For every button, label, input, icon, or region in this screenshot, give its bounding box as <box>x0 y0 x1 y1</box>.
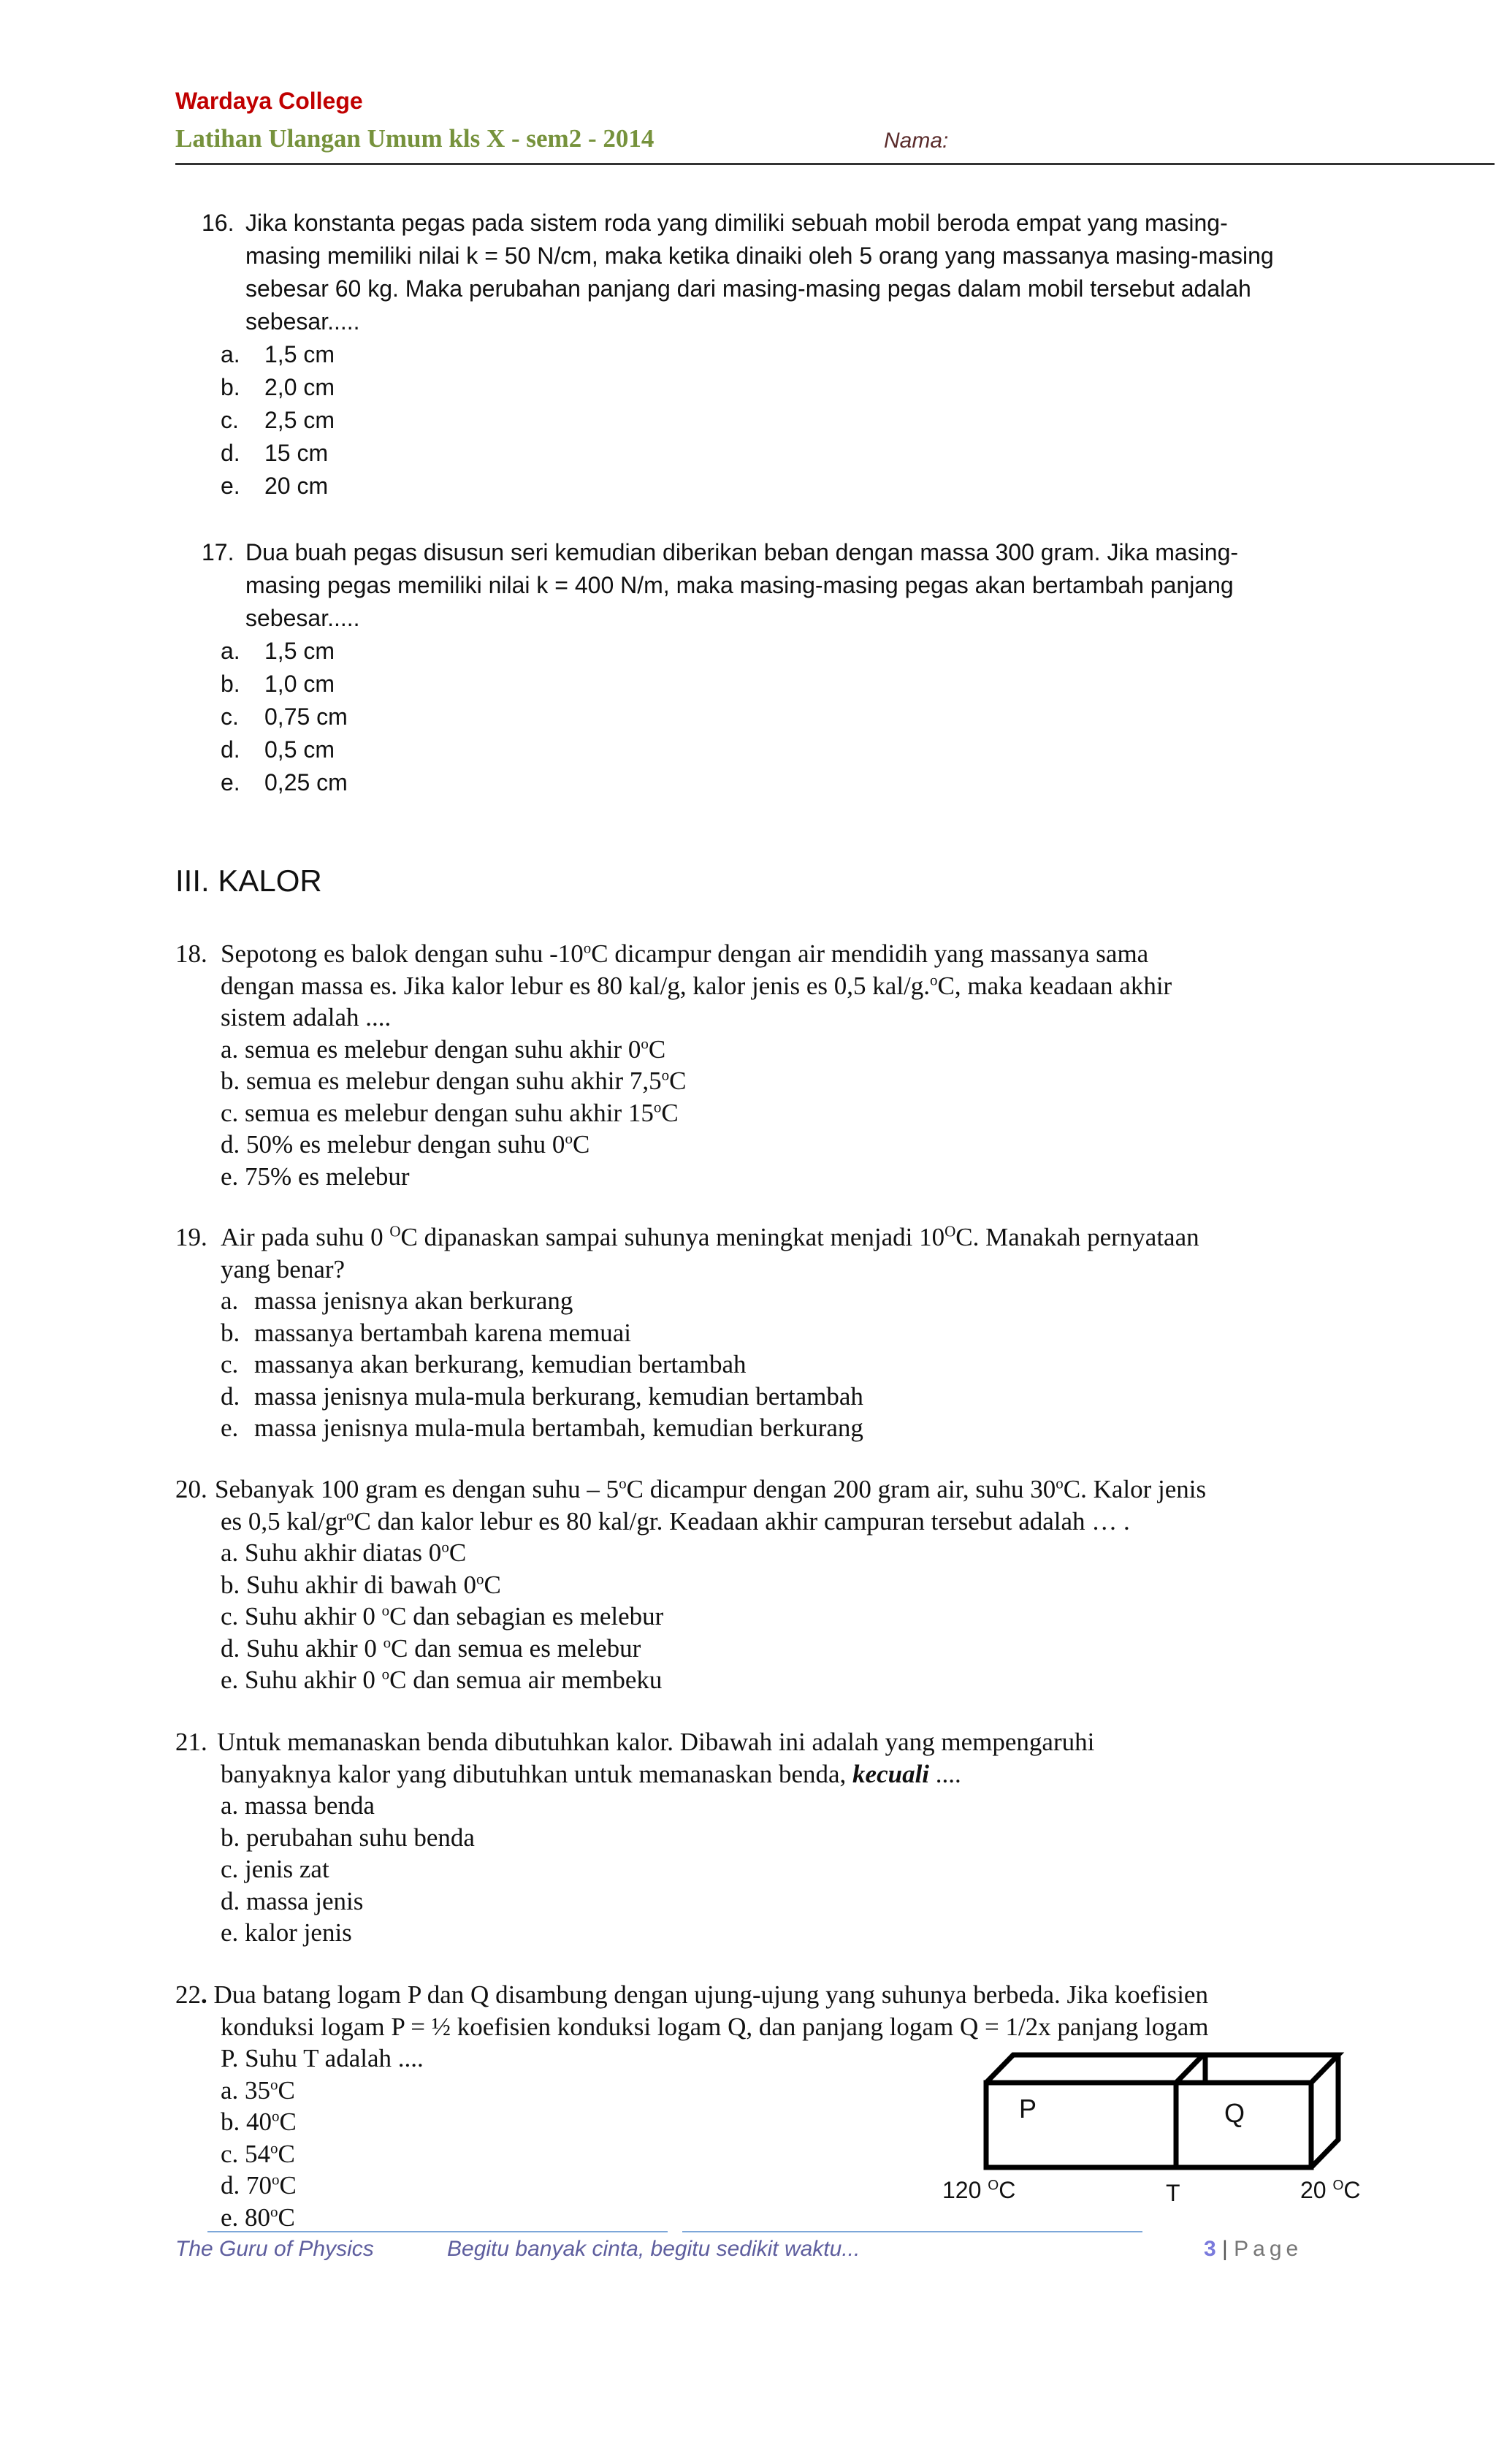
answer-option: c. Suhu akhir 0 $^o$C dan sebagian es melebur <box>221 1601 664 1630</box>
question-text-line: masing memiliki nilai k = 50 N/cm, maka ketika dinaiki oleh 5 orang yang massanya masing-masing <box>245 243 1274 269</box>
temp-junction-label: T <box>1166 2180 1180 2206</box>
question-text-line: Sebanyak 100 gram es dengan suhu – 5$^o$C dicampur dengan 200 gram air, suhu 30$^o$C. Kalor jenis <box>215 1474 1207 1503</box>
answer-option: c. jenis zat <box>221 1855 329 1883</box>
exam-page: Wardaya College Latihan Ulangan Umum kls X - sem2 - 2014 Nama: 16. Jika konstanta pegas pada sistem roda yang dimiliki sebuah mobil beroda empat yang masing- masing memiliki nilai k = 50 N/cm, maka ketika dinaiki oleh 5 orang yang massanya masing-masing sebesar 60 kg. Maka perubahan panjang dari masing-masing pegas dalam mobil tersebut adalah sebesar..... a. 1,5 cm b. 2,0 cm c. 2,5 cm d. 15 cm e. 20 cm 17. Dua buah pegas disusun seri kemudian diberikan beban dengan massa 300 gram. Jika masing- masing pegas memiliki nilai k = 400 N/m, maka masing-masing pegas akan bertambah panjang sebesar..... a. 1,5 cm b. 1,0 cm c. 0,75 cm d. 0,5 cm e. 0,25 cm III. KALOR 18. Sepotong es balok dengan suhu -10$^o$C dicampur dengan air mendidih yang massanya sama dengan massa es. Jika kalor lebur es 80 kal/g, kalor jenis es 0,5 kal/g.$^o$C, maka keadaan akhir sistem adalah .... a. semua es melebur dengan suhu akhir 0$^o$C b. semua es melebur dengan suhu akhir 7,5$^o$C c. semua es melebur dengan suhu akhir 15$^o$C d. 50% es melebur dengan suhu 0$^o$C e. 75% es melebur 19. Air pada suhu 0 $^O$C dipanaskan sampai suhunya meningkat menjadi $10^OC$. Manakah pernyataan yang benar? a. massa jenisnya akan berkurang b. massanya bertambah karena memuai c. massanya akan berkurang, kemudian bertambah d. massa jenisnya mula-mula berkurang, kemudian bertambah e. massa jenisnya mula-mula bertambah, kemudian berkurang 20. Sebanyak 100 gram es dengan suhu – 5$^o$C dicampur dengan 200 gram air, suhu 30$^o$C. Kalor jenis es 0,5 kal/$gr^oC$ dan kalor lebur es 80 kal/gr. Keadaan akhir campuran tersebut adalah … . a. Suhu akhir diatas 0$^o$C b. Suhu akhir di bawah 0$^o$C c. Suhu akhir 0 $^o$C dan sebagian es melebur d. Suhu akhir 0 $^o$C dan semua es melebur e. Suhu akhir 0 $^o$C dan semua air membeku 21. Untuk memanaskan benda dibutuhkan kalor. Dibawah ini adalah yang mempengaruhi banyaknya kalor yang dibutuhkan untuk memanaskan benda, kecuali .... a. massa benda b. perubahan suhu benda c. jenis zat d. massa jenis e. kalor jenis 22. Dua batang logam P dan Q disambung dengan ujung-ujung yang suhunya berbeda. Jika koefisien konduksi logam P = ½ koefisien konduksi logam Q, dan panjang logam Q = 1/2x panjang logam P. Suhu T adalah .... a. 35$^o$C b. 40$^o$C c. 54$^o$C d. 70$^o$C e. 80$^o$C P Q 120 $^O$C T 20 $^O$C The Guru of Physics Begitu banyak cinta, begitu sedikit waktu... 3 | Page <box>0 0 1496 2464</box>
rod-q-label: Q <box>1224 2098 1245 2128</box>
question-text-line: dengan massa es. Jika kalor lebur es 80 kal/g, kalor jenis es 0,5 kal/g.$^o$C, maka keadaan akhir <box>221 970 1172 1000</box>
question-number: 21. <box>175 1728 207 1756</box>
name-field-label: Nama: <box>884 129 949 153</box>
question-text-line: es 0,5 kal/$gr^oC$ dan kalor lebur es 80 kal/gr. Keadaan akhir campuran tersebut adalah … . <box>221 1506 1130 1536</box>
temp-right-label: 20 $^O$C <box>1300 2177 1361 2203</box>
answer-option: b. perubahan suhu benda <box>221 1823 475 1852</box>
answer-option: e. 80$^o$C <box>221 2202 295 2232</box>
answer-option: b. 40$^o$C <box>221 2107 297 2136</box>
question-text-line: Air pada suhu 0 $^O$C dipanaskan sampai suhunya meningkat menjadi $10^OC$. Manakah pernyataan <box>221 1222 1199 1251</box>
header-divider <box>175 163 1495 165</box>
answer-option: a. massa benda <box>221 1791 375 1820</box>
answer-option: a. massa jenisnya akan berkurang <box>221 1286 573 1315</box>
answer-option: e. 75% es melebur <box>221 1162 410 1191</box>
question-number: 22 <box>175 1980 201 2009</box>
answer-option: c. semua es melebur dengan suhu akhir 15$^o$C <box>221 1097 679 1127</box>
question-text-line: 22. Dua batang logam P dan Q disambung dengan ujung-ujung yang suhunya berbeda. Jika koefisien <box>175 1980 1208 2009</box>
rod-p-top <box>986 2055 1205 2083</box>
footer-divider <box>207 2231 668 2232</box>
document-title: Latihan Ulangan Umum kls X - sem2 - 2014 <box>175 124 654 153</box>
rod-q-top <box>1176 2055 1338 2083</box>
page-number: 3 | Page <box>1204 2237 1303 2261</box>
answer-option: d. massa jenisnya mula-mula berkurang, kemudian bertambah <box>221 1381 863 1411</box>
question-number: 17. <box>202 539 234 565</box>
question-text-line: konduksi logam P = ½ koefisien konduksi logam Q, dan panjang logam Q = 1/2x panjang logam <box>221 2012 1209 2041</box>
answer-option: e. Suhu akhir 0 $^o$C dan semua air membeku <box>221 1665 663 1694</box>
temp-left-label: 120 $^O$C <box>942 2177 1016 2203</box>
question-text-line: sistem adalah .... <box>221 1003 392 1031</box>
footer-tagline: Begitu banyak cinta, begitu sedikit waktu... <box>447 2237 860 2261</box>
answer-option: e. massa jenisnya mula-mula bertambah, kemudian berkurang <box>221 1414 863 1442</box>
question-text-line: Sepotong es balok dengan suhu -10$^o$C dicampur dengan air mendidih yang massanya sama <box>221 939 1149 968</box>
question-text-line: sebesar 60 kg. Maka perubahan panjang dari masing-masing pegas dalam mobil tersebut adalah <box>245 275 1251 302</box>
footer-divider <box>682 2231 1142 2232</box>
answer-option: d. 50% es melebur dengan suhu 0$^o$C <box>221 1129 590 1159</box>
question-number: 18. <box>175 939 207 968</box>
question-text-line: Dua buah pegas disusun seri kemudian diberikan beban dengan massa 300 gram. Jika masing- <box>245 539 1239 565</box>
answer-option: c. massanya akan berkurang, kemudian bertambah <box>221 1350 747 1378</box>
question-text-line: Untuk memanaskan benda dibutuhkan kalor. Dibawah ini adalah yang mempengaruhi <box>217 1728 1095 1756</box>
question-number: 20. <box>175 1475 207 1503</box>
section-heading: III. KALOR <box>175 863 322 898</box>
answer-option: c. 54$^o$C <box>221 2138 295 2168</box>
answer-option: a. 35$^o$C <box>221 2075 295 2105</box>
answer-option: e. kalor jenis <box>221 1918 352 1947</box>
answer-option: a. Suhu akhir diatas 0$^o$C <box>221 1538 467 1567</box>
answer-option: d. massa jenis <box>221 1886 364 1915</box>
answer-option: b. Suhu akhir di bawah 0$^o$C <box>221 1569 501 1599</box>
question-text-line: banyaknya kalor yang dibutuhkan untuk memanaskan benda, kecuali .... <box>221 1759 961 1788</box>
answer-option: d. Suhu akhir 0 $^o$C dan semua es melebur <box>221 1633 641 1663</box>
question-text-line: sebesar..... <box>245 605 360 631</box>
question-text-line: masing pegas memiliki nilai k = 400 N/m, maka masing-masing pegas akan bertambah panjang <box>245 572 1234 598</box>
answer-option: b. semua es melebur dengan suhu akhir 7,5$^o$C <box>221 1066 687 1095</box>
answer-option: d. 70$^o$C <box>221 2170 297 2200</box>
conduction-rods-figure <box>935 2045 1388 2228</box>
school-name: Wardaya College <box>175 88 363 114</box>
answer-option: a. semua es melebur dengan suhu akhir 0$^o$C <box>221 1034 666 1064</box>
answer-option: b. massanya bertambah karena memuai <box>221 1318 632 1347</box>
question-text-line: Jika konstanta pegas pada sistem roda yang dimiliki sebuah mobil beroda empat yang masing- <box>245 210 1228 236</box>
question-text-line: yang benar? <box>221 1254 346 1284</box>
emphasis-kecuali: kecuali <box>852 1759 930 1788</box>
rod-p-label: P <box>1019 2094 1037 2124</box>
footer-left-text: The Guru of Physics <box>175 2237 374 2261</box>
question-text-line: P. Suhu T adalah .... <box>221 2044 424 2072</box>
question-number: 19. <box>175 1223 207 1251</box>
question-text-line: sebesar..... <box>245 308 360 335</box>
question-number: 16. <box>202 210 234 236</box>
